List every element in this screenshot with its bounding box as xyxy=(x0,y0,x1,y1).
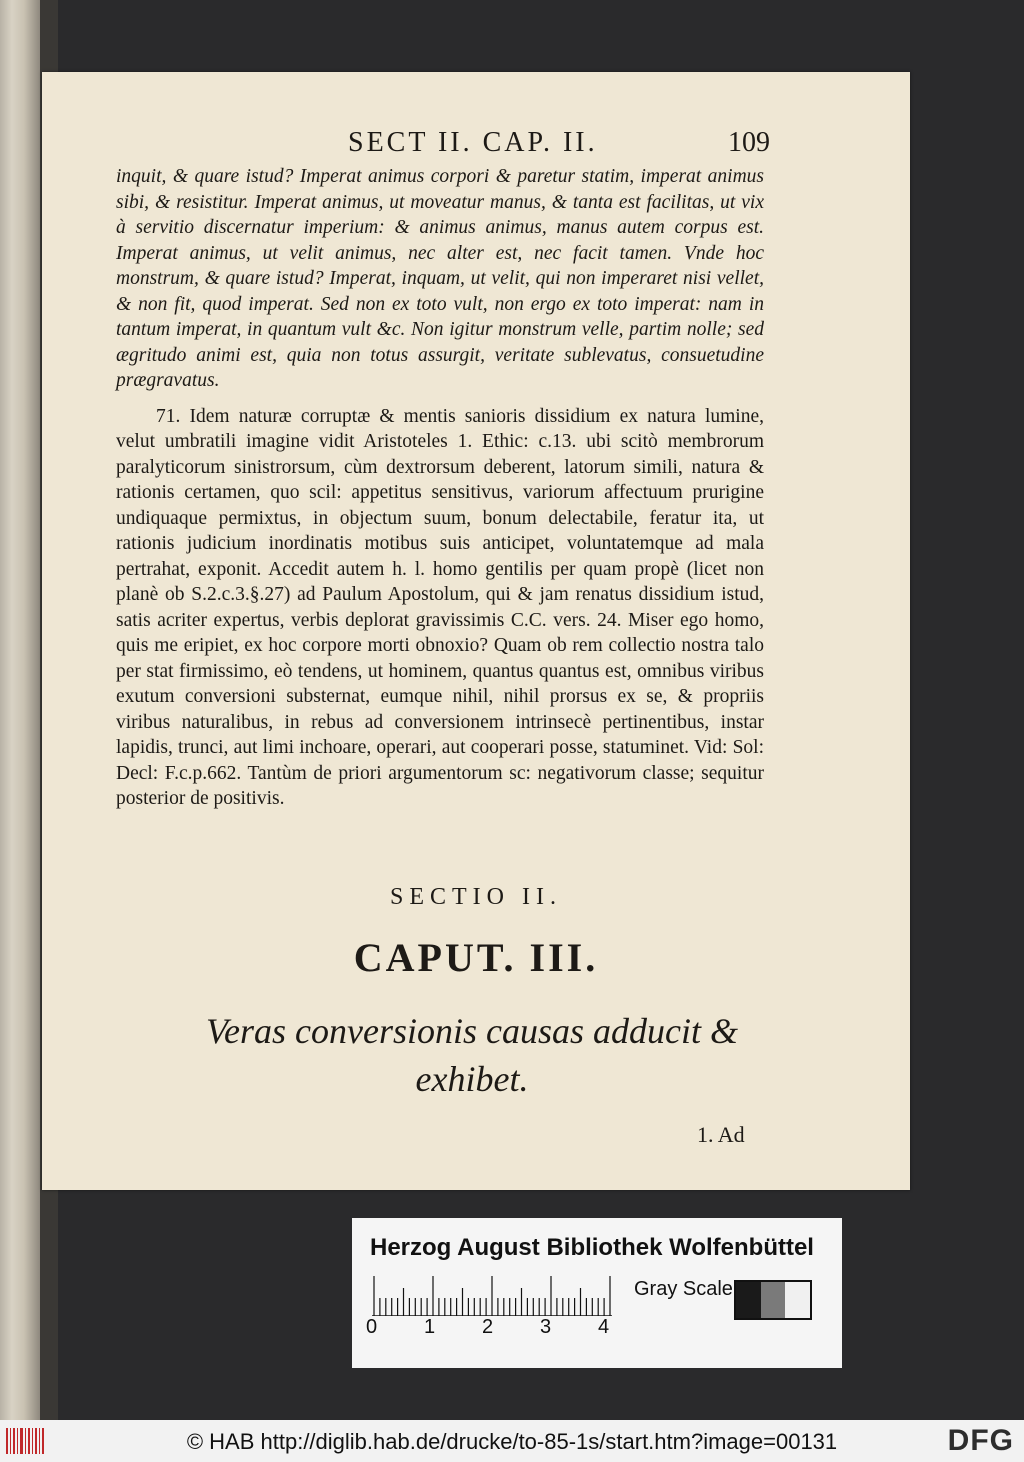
ruler-number: 2 xyxy=(482,1316,494,1338)
gray-swatch-mid xyxy=(761,1282,786,1318)
ruler-number: 4 xyxy=(598,1316,610,1338)
body-text xyxy=(116,164,764,812)
chapter-subtitle-line-1: Veras conversionis causas adducit & xyxy=(206,1011,738,1051)
running-head: SECT II. CAP. II. xyxy=(348,127,598,158)
footer-bar xyxy=(0,1420,1024,1462)
footer-copyright-link[interactable]: © HAB http://diglib.hab.de/drucke/to-85-1s/start.htm?image=00131 xyxy=(186,1429,838,1454)
chapter-heading: CAPUT. III. xyxy=(353,935,599,980)
color-scale-card xyxy=(352,1218,842,1368)
ruler-number: 1 xyxy=(424,1316,436,1338)
paragraph-2: 71. Idem naturæ corruptæ & mentis sanioris dissidium ex natura lumine, velut umbratili imagine vidit Aristoteles 1. Ethic: c.13. ubi scitò membrorum paralyticorum sinistrorsum, cùm dextrorsum deberent, latorum simili, natura & rationis certamen, quo scil: appetitus sensitivus, variorum affectuum prurigine undiquaque permixtus, in objectum suum, bonum delectabile, feratur ita, ut rationis judicium inordinatis motibus suis anticipet, voluntatemque ad mala pertrahat, exponit. Accedit autem h. l. homo gentilis per quam propè (licet non planè ob S.2.c.3.§.27) ad Paulum Apostolum, qui & jam renatus dissidium istud, satis acriter expertus, verbis deplorat gravissimis C.C. vers. 24. Miser ego homo, quis me eripiet, ex hoc corpore morti obnoxio? Quam ob rem collectio nostra talo per stat firmissimo, eò tendens, ut hominem, quantus quantus est, omnibus viribus exutum conversioni substernat, eumque nihil, nihil prorsus ex se, & propriis viribus naturalibus, in rebus ad conversionem intrinsecè pertinentibus, instar lapidis, trunci, aut limi inchoare, operari, aut cooperari posse, statuminet. Vid: Sol: Decl: F.c.p.662. Tantùm de priori argumentorum sc: negativorum classe; sequitur posterior de positivis. xyxy=(116,405,764,809)
section-heading: SECTIO II. xyxy=(390,884,562,910)
paragraph-1: inquit, & quare istud? Imperat animus corpori & paretur statim, imperat animus sibi, & resistitur. Imperat animus, ut moveatur manus, & tanta est facilitas, ut vix à servitio discernatur imperium: & animus animus, manus autem corpus est. Imperat animus, ut velit animus, nec alter est, nec facit tamen. Vnde hoc monstrum, & quare istud? Imperat, inquam, ut velit, qui non imperaret nisi vellet, & non fit, quod imperat. Sed non ex toto vult, non ergo ex toto imperat: nam in tantum imperat, in quantum vult &c. Non igitur monstrum velle, partim nolle; sed ægritudo animi est, quia non totus assurgit, veritate sublevatus, consuetudine prægravatus. xyxy=(116,166,764,391)
dfg-logo: DFG xyxy=(947,1424,1014,1457)
scanned-page xyxy=(42,72,910,1190)
ruler-scale xyxy=(372,1276,612,1316)
catchword: 1. Ad xyxy=(697,1122,745,1147)
page-number: 109 xyxy=(728,127,770,158)
ruler-number: 0 xyxy=(366,1316,378,1338)
ruler-number: 3 xyxy=(540,1316,552,1338)
gray-scale-swatches xyxy=(734,1280,812,1320)
gray-swatch-dark xyxy=(736,1282,761,1318)
chapter-subtitle-line-2: exhibet. xyxy=(415,1059,529,1099)
library-name: Herzog August Bibliothek Wolfenbüttel xyxy=(370,1234,814,1261)
book-spine-edge xyxy=(0,0,40,1420)
gray-scale-label: Gray Scale xyxy=(634,1278,733,1300)
chapter-subtitle xyxy=(142,1007,802,1103)
gray-swatch-light xyxy=(785,1282,810,1318)
ruler-numbers xyxy=(366,1316,626,1340)
